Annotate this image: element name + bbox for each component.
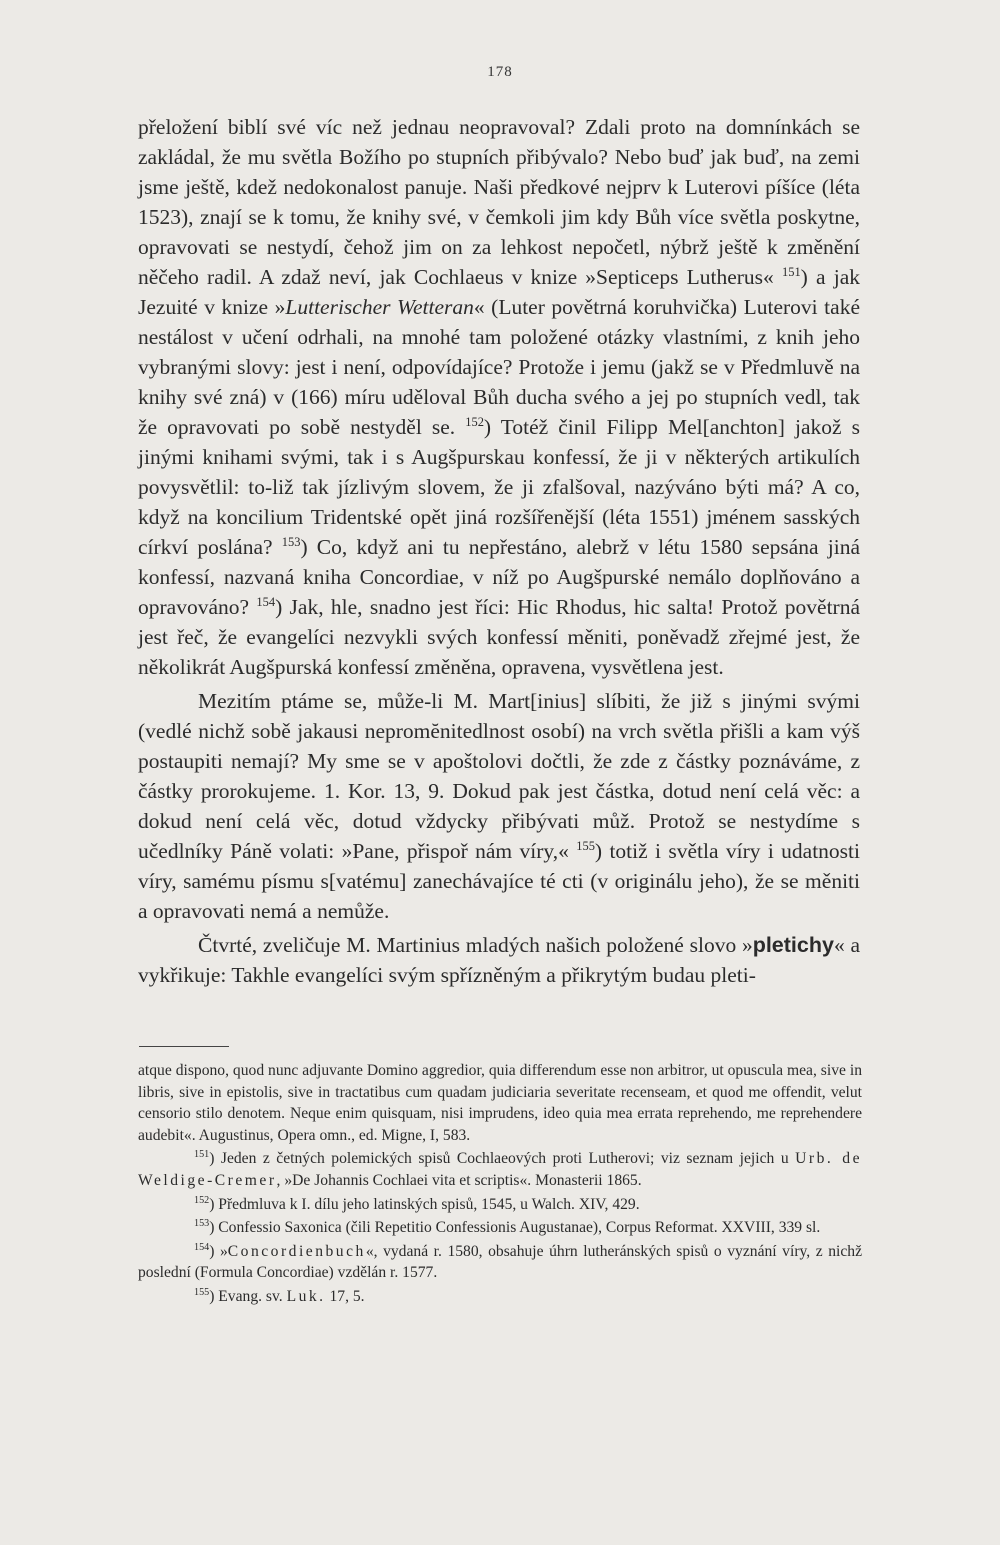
text-run: ) Totéž činil Filipp Mel[anchton] jakož s jinými knihami svými, tak i s Augšpurskau konfessí, že ji v některých artikulích povysvětlil: to-liž tak jízlivým slovem, že ji zfalšoval, nazýváno býti má? A co, když na koncilium Tridentské opět jiná rozšířenější (léta 1551) jménem sasských církví poslána? <box>138 415 860 559</box>
footnote <box>138 1217 862 1239</box>
page-number: 178 <box>487 64 513 80</box>
footnote-reference: 153 <box>281 534 301 549</box>
text-run: ) a jak Jezuité v knize » <box>138 265 860 319</box>
text-run: ) » <box>209 1242 228 1260</box>
text-run: «, vydaná r. 1580, obsahuje úhrn lutheránských spisů o vyznání víry, z nichž poslední (Formula Concordiae) vzdělán r. 1577. <box>138 1242 863 1282</box>
spaced-text: Concordienbuch <box>227 1242 366 1260</box>
text-run: ) Confessio Saxonica (čili Repetitio Confessionis Augustanae), Corpus Reformat. XXVIII, 339 sl. <box>209 1219 821 1237</box>
text-run: Mezitím ptáme se, může-li M. Mart[inius] slíbiti, že již s jinými svými (vedlé nichž sobě jakausi nepromĕnitedlnost osobí) na vrch světla přišli a kam výš postaupiti nemají? My sme se v apoštolovi dočtli, že zde z částky poznáváme, z částky prorokujeme. 1. Kor. 13, 9. Dokud pak jest částka, dotud není celá věc: a dokud není celá věc, dotud vždycky přibývati můž. Protož se nestydíme s učedlníky Páně volati: »Pane, přispoř nám víry,« <box>138 689 860 863</box>
emphasized-word: pletichy <box>752 933 834 957</box>
spaced-text: Luk. <box>286 1287 326 1305</box>
paragraph <box>138 112 860 682</box>
text-run: « a vykřikuje: Takhle evangelíci svým spřízněným a přikrytým budau pleti- <box>138 933 860 987</box>
text-run: ) totiž i světla víry i udatnosti víry, samému písmu s[vatému] zanechávajíce té cti (v originálu jeho), že se měniti a opravovati nemá a nemůže. <box>138 839 860 923</box>
paragraph <box>138 686 860 926</box>
footnote-reference: 154 <box>256 594 276 609</box>
text-run: « (Luter povětrná koruhvička) Luterovi také nestálost v učení odrhali, na mnohé tam položené otázky vlastními, z knih jeho vybranými slovy: jest i není, odpovídajíce? Protože i jemu (jakž se v Předmluvě na knihy své zná) v (166) míru uděloval Bůh ducha svého a jej po stupních vedl, tak že opravovati po sobě nestyděl se. <box>138 295 860 439</box>
text-run: ) Předmluva k I. dílu jeho latinských spisů, 1545, u Walch. XIV, 429. <box>209 1195 640 1213</box>
spaced-text: Urb. de Weldige-Cremer <box>138 1150 862 1189</box>
footnote-number: 153 <box>194 1217 210 1229</box>
text-run: ) Jak, hle, snadno jest říci: Hic Rhodus, hic salta! Protož povětrná jest řeč, že evangelíci nezvykli svých konfessí měniti, poněvadž zřejmé jest, že několikrát Augšpurská konfessí změněna, opravena, vysvětlena jest. <box>138 595 860 679</box>
footnote-number: 152 <box>194 1194 210 1206</box>
footnote-reference: 152 <box>465 414 484 429</box>
footnote-reference: 155 <box>576 838 595 853</box>
text-run: , »De Johannis Cochlaei vita et scriptis«. Monasterii 1865. <box>276 1171 642 1189</box>
text-run: ) Co, když ani tu nepřestáno, alebrž v létu 1580 sepsána jiná konfessí, nazvaná kniha Concordiae, v níž po Augšpurské nemálo doplňováno a opravováno? <box>138 535 861 619</box>
text-run: ) Evang. sv. <box>209 1287 287 1305</box>
text-run: přeložení biblí své víc než jednau neopravoval? Zdali proto na domnínkách se zakládal, že mu světla Božího po stupních přibývalo? Nebo buď jak buď, na zemi jsme ještě, kdež nedokonalost panuje. Naši předkové nejprv k Luterovi píšíce (léta 1523), znají se k tomu, že knihy své, v čemkoli jim kdy Bůh více světla poskytne, opravovati se nestydí, čehož jim on za lehkost nepočetl, nýbrž ještě k změnění něčeho radil. A zdaž neví, jak Cochlaeus v knize »Septiceps Lutherus« <box>138 115 860 289</box>
footnote <box>138 1148 862 1191</box>
text-run: atque dispono, quod nunc adjuvante Domino aggredior, quia differendum esse non arbitror, ut opuscula mea, sive in libris, sive in epistolis, sive in tractatibus cum quadam judiciaria severitate recenseam, et quod me offendit, velut censorio stilo denotem. Neque enim quisquam, nisi imprudens, ideo quia mea errata reprehendo, me reprehendere audebit«. Augustinus, Opera omn., ed. Migne, I, 583. <box>138 1062 862 1144</box>
italic-text: Lutterischer Wetteran <box>285 295 474 319</box>
footnote <box>138 1060 862 1146</box>
footnote-number: 154 <box>194 1241 210 1253</box>
paragraph <box>138 930 860 990</box>
footnote <box>138 1241 862 1284</box>
footnote-divider <box>139 1046 229 1047</box>
footnote-number: 151 <box>194 1149 210 1161</box>
footnotes <box>138 1060 862 1310</box>
body-text <box>138 112 860 990</box>
text-run: 17, 5. <box>325 1287 365 1305</box>
footnote <box>138 1286 862 1308</box>
footnote-number: 155 <box>194 1286 210 1298</box>
footnote <box>138 1194 862 1216</box>
text-run: ) Jeden z četných polemických spisů Cochlaeových proti Lutherovi; viz seznam jejich u <box>209 1150 796 1168</box>
text-run: Čtvrté, zveličuje M. Martinius mladých našich položené slovo » <box>198 933 753 957</box>
footnote-reference: 151 <box>781 264 801 279</box>
